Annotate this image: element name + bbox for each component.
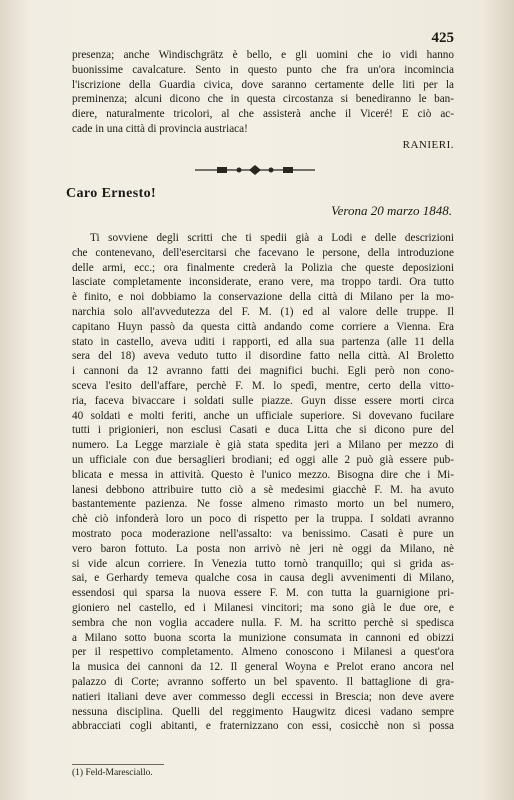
ornament-divider (195, 163, 315, 177)
text-line: palazzo di Corte; avranno sofferto un bel spavento. Il battaglione di gra- (72, 675, 454, 688)
text-line: si vide alcun corriere. In Venezia tutto tornò tranquillo; qui si grida as- (72, 557, 454, 570)
text-line: diere, naturalmente tricolori, al che assisterà anche il Viceré! E ciò ac- (72, 108, 454, 121)
letter-dateline: Verona 20 marzo 1848. (331, 203, 452, 218)
text-line: la musica dei cannoni da 12. Il general Woyna e Prelot erano ancora nel (72, 661, 454, 674)
text-line: delle armi, ecc.; ora finalmente crederà la Polizia che queste deposizioni (72, 261, 454, 274)
text-line: chè ciò infonderà loro un poco di rispetto per la truppa. I soldati avranno (72, 513, 454, 526)
text-line: presenza; anche Windischgrätz è bello, e gli uomini che io vidi hanno (72, 49, 454, 61)
text-line: l'iscrizione della Guardia civica, dove saranno certamente delle liti per la (72, 78, 454, 91)
text-line: è finito, e noi dobbiamo la conservazione della città di Milano per la mo- (72, 291, 454, 304)
text-line: bastantemente pazienza. Ne fosse almeno rimasto morto un bel numero, (72, 498, 454, 511)
signature: RANIERI. (402, 139, 454, 151)
text-line: a Milano sotto buona scorta la munizione consumata in cannoni ed obizzi (72, 631, 454, 644)
text-line: per il respettivo completamento. Almeno conoscono i Milanesi a quest'ora (72, 646, 454, 659)
text-line: sai, e Gerhardy temeva qualche cosa in causa degli avvenimenti di Milano, (72, 572, 454, 585)
text-line: lasciate completamente inconsiderate, erano vere, ma troppo tardi. Ora tutto (72, 276, 454, 289)
text-line: Ti sovviene degli scritti che ti spedii già a Lodi e delle descrizioni (90, 232, 454, 244)
text-line: abbracciati cogli abitanti, e fraternizzano con essi, cosicchè non si possa (72, 720, 454, 733)
text-line: lanesi debbono attribuire tutto ciò a sè medesimi giacchè F. M. ha avuto (72, 483, 454, 496)
text-line: mostrato poca moderazione nell'assalto: va benissimo. Casati è pure un (72, 527, 454, 540)
text-line: preminenza; alcuni dicono che in questa circostanza si benediranno le ban- (72, 93, 454, 106)
previous-letter-ending (72, 48, 454, 137)
text-line: i cannoni da 12 avranno fatti dei magnifici buchi. Egli però non cono- (72, 365, 454, 378)
text-line: sera del 18) aveva veduto tutto il disordine fatto nella città. Al Broletto (72, 350, 454, 363)
text-line: essendosi qui sparsa la nuova essere F. M. con tutta la guarnigione pri- (72, 587, 454, 600)
text-line: numero. La Legge marziale è già stata spedita jeri a Milano per mezzo di (72, 439, 454, 452)
text-line: vero baron fottuto. La posta non arrivò nè jeri nè oggi da Milano, nè (72, 542, 454, 555)
letter-body (72, 231, 454, 734)
text-line: nessuna disciplina. Quelli del reggimento Haugwitz dicesi vadano sempre (72, 705, 454, 718)
text-line: che contenevano, dell'esercitarsi che facevano le persone, della introduzione (72, 246, 454, 259)
text-line: tutti i prigionieri, non esclusi Casati e duca Litta che si dicono pure del (72, 424, 454, 437)
text-line: stato in castello, aveva uditi i rapporti, ed alla sua partenza (alle 11 della (72, 335, 454, 348)
text-line: blicata e messa in attività. Questo è l'unico mezzo. Bisogna dire che i Mi- (72, 468, 454, 481)
letter-salutation: Caro Ernesto! (66, 186, 157, 201)
text-line: sembra che non voglia accadere nulla. F. M. ha scritto perchè si spedisca (72, 616, 454, 629)
text-line: un ufficiale con due bersaglieri brodiani; ed oggi alle 2 può già essere pub- (72, 453, 454, 466)
text-line: cade in una città di provincia austriaca! (72, 122, 248, 135)
text-line: 40 soldati e molti feriti, anche un ufficiale superiore. Si dovevano fucilare (72, 409, 454, 422)
text-line: natieri italiani deve aver commesso degli eccessi in Brescia; non deve avere (72, 690, 454, 703)
text-line: buonissime cavalcature. Sento in questo punto che fra un'ora incomincia (72, 63, 454, 76)
text-line: narchia solo all'avvedutezza del F. M. (1) ed al valore delle truppe. Il (72, 305, 454, 318)
text-line: gioniero nel castello, ed i Milanesi vincitori; ma sono già le due ore, e (72, 601, 454, 614)
text-line: sceva l'esito dell'affare, perchè F. M. lo spedì, mentre, certo della vitto- (72, 379, 454, 392)
page-number: 425 (431, 30, 454, 46)
text-line: ria, faceva bivaccare i soldati sulle piazze. Guyn disse essere morti circa (72, 394, 454, 407)
footnote-divider (72, 764, 164, 765)
footnote: (1) Feld-Maresciallo. (72, 768, 153, 778)
text-line: capitano Huyn passò da questa città andando come corriere a Vienna. Era (72, 320, 454, 333)
